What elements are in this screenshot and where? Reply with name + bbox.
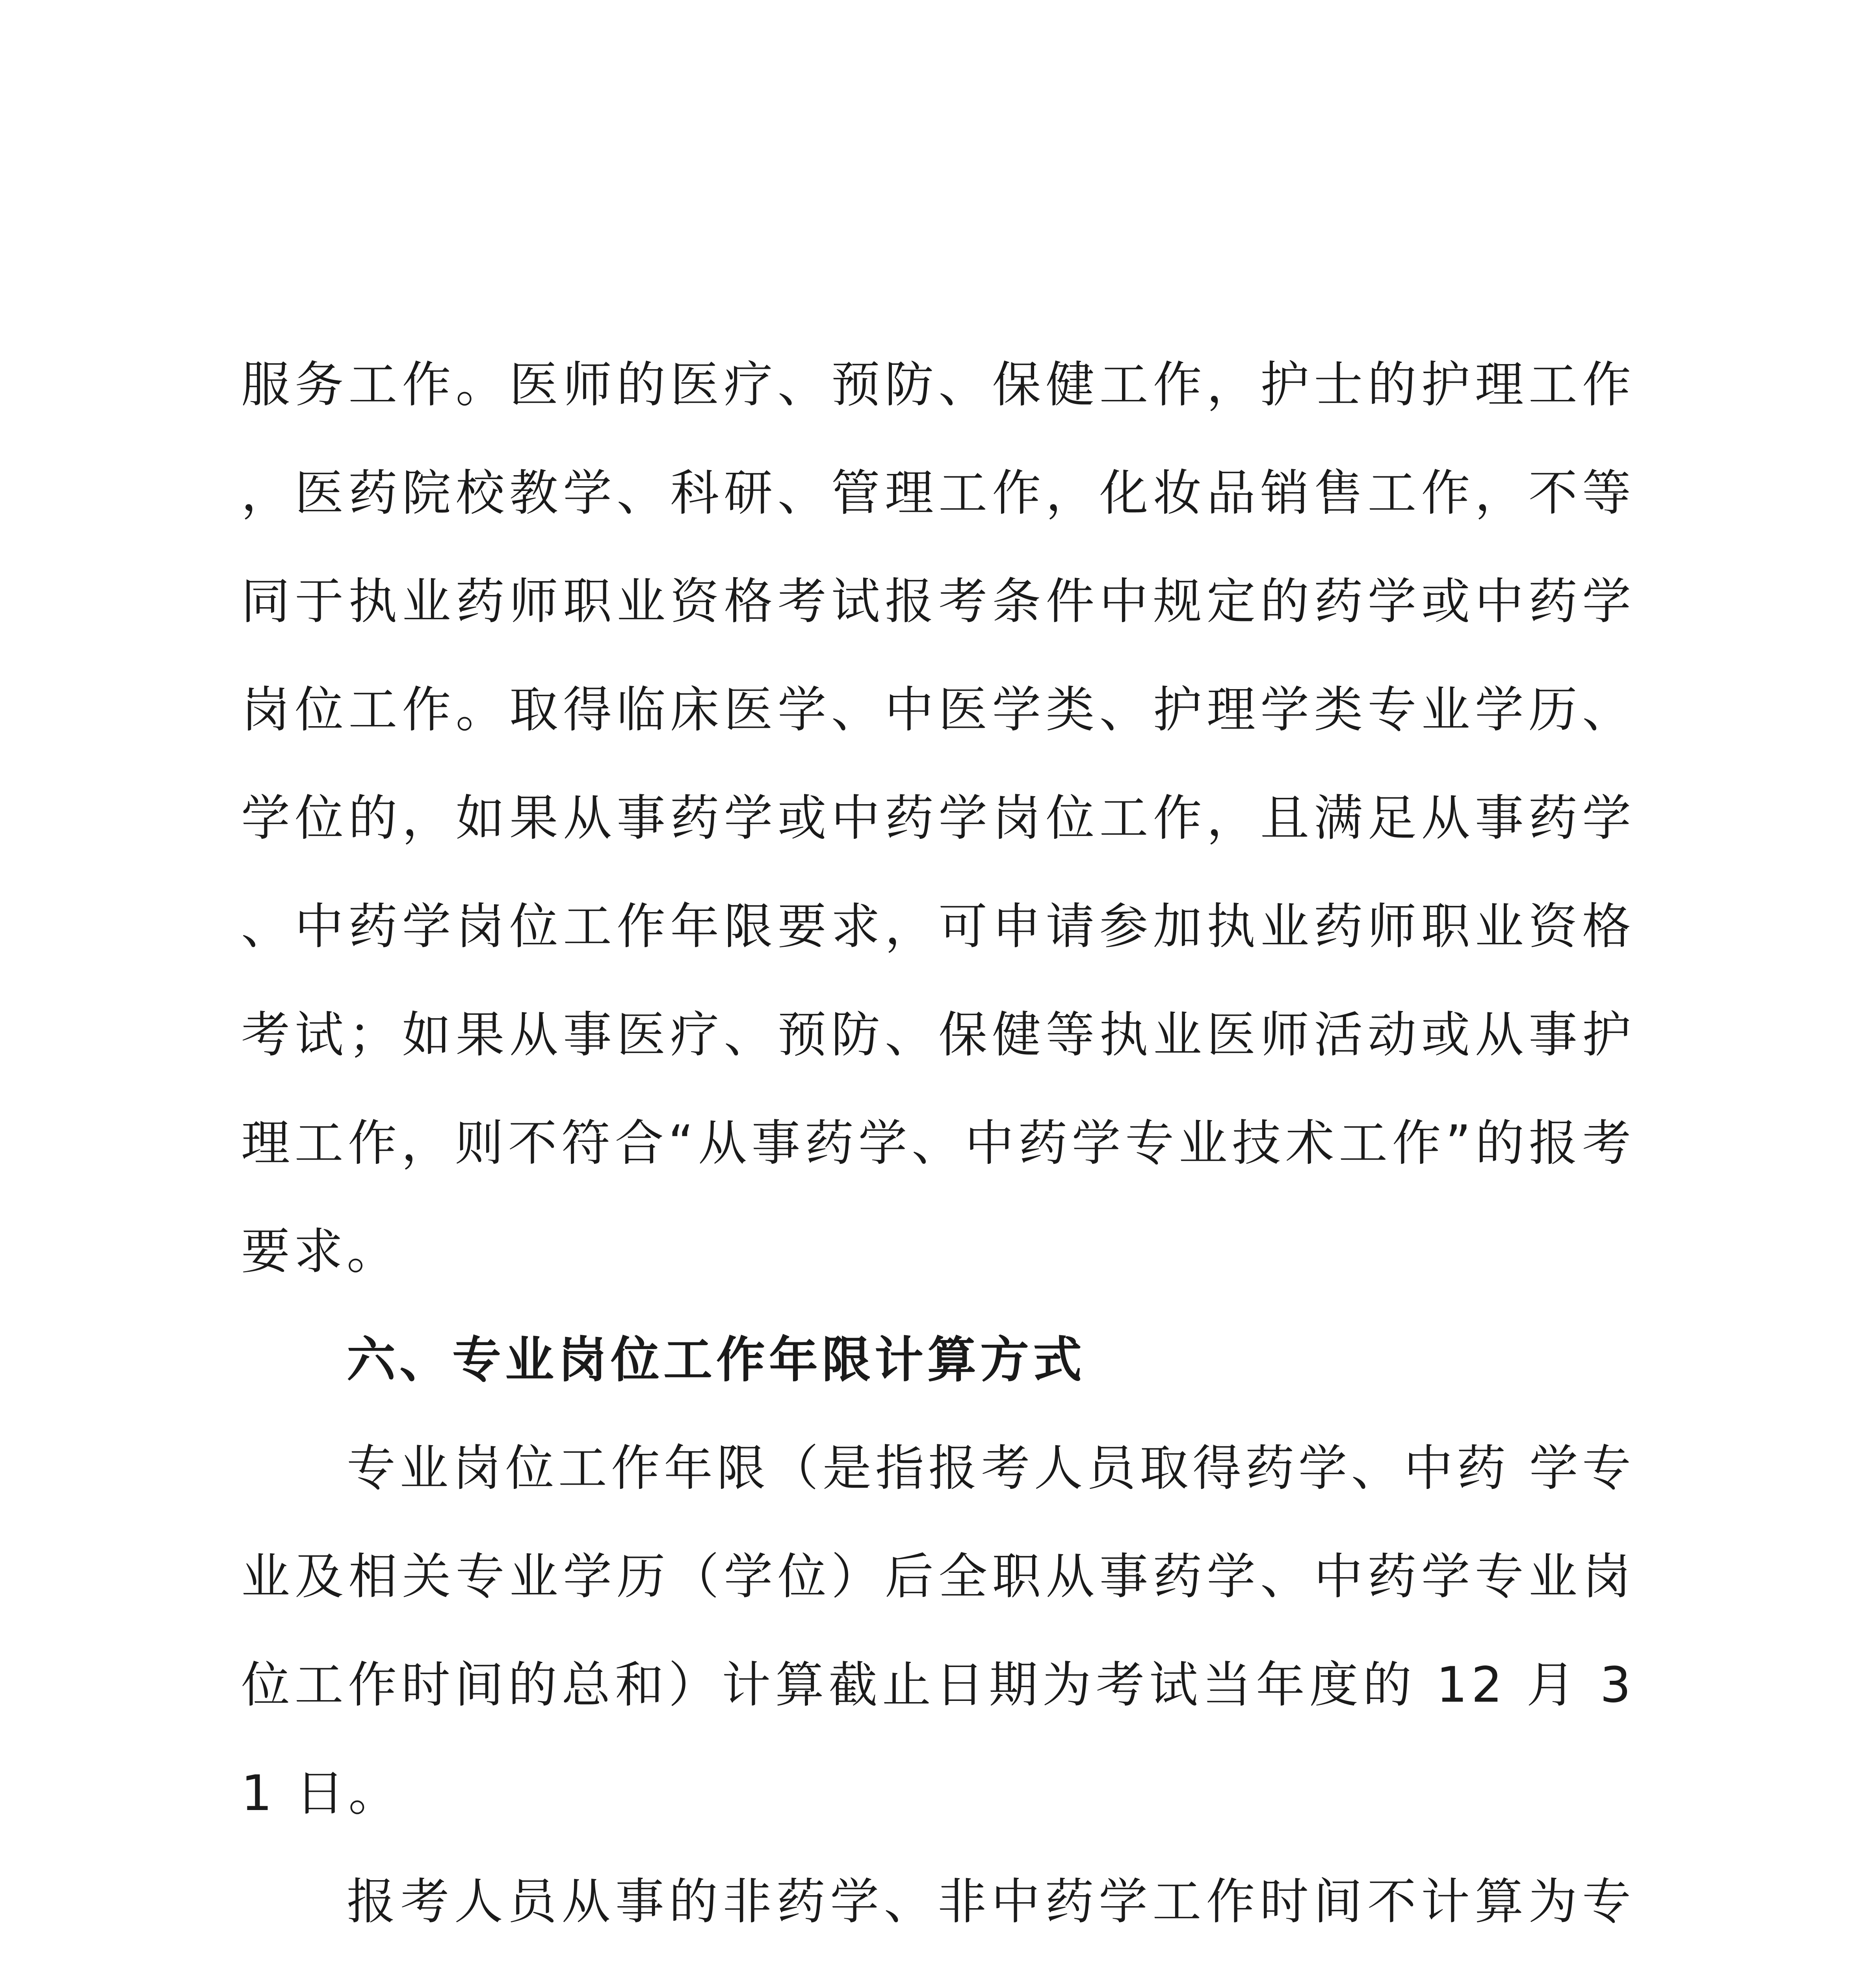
paragraph-work-years-definition: 专业岗位工作年限（是指报考人员取得药学、中药 学专业及相关专业学历（学位）后全职从事药学、中药学专业岗位工作时间的总和）计算截止日期为考试当年度的 12 月 31 日。	[241, 1440, 1635, 1822]
paragraph-continued: 服务工作。医师的医疗、预防、保健工作，护士的护理工作，医药院校教学、科研、管理工作，化妆品销售工作，不等同于执业药师职业资格考试报考条件中规定的药学或中药学岗位工作。取得临床医学、中医学类、护理学类专业学历、学位的，如果从事药学或中药学岗位工作，且满足从事药学、中药学岗位工作年限要求，可申请参加执业药师职业资格考试；如果从事医疗、预防、保健等执业医师活动或从事护理工作，则不符合“从事药学、中药学专业技术工作”的报考要求。	[241, 357, 1635, 1280]
paragraph-non-pharmacy-work: 报考人员从事的非药学、非中药学工作时间不计算为专	[347, 1873, 1635, 1930]
section-heading-6: 六、专业岗位工作年限计算方式	[347, 1332, 1086, 1388]
page-body	[241, 331, 1635, 1970]
